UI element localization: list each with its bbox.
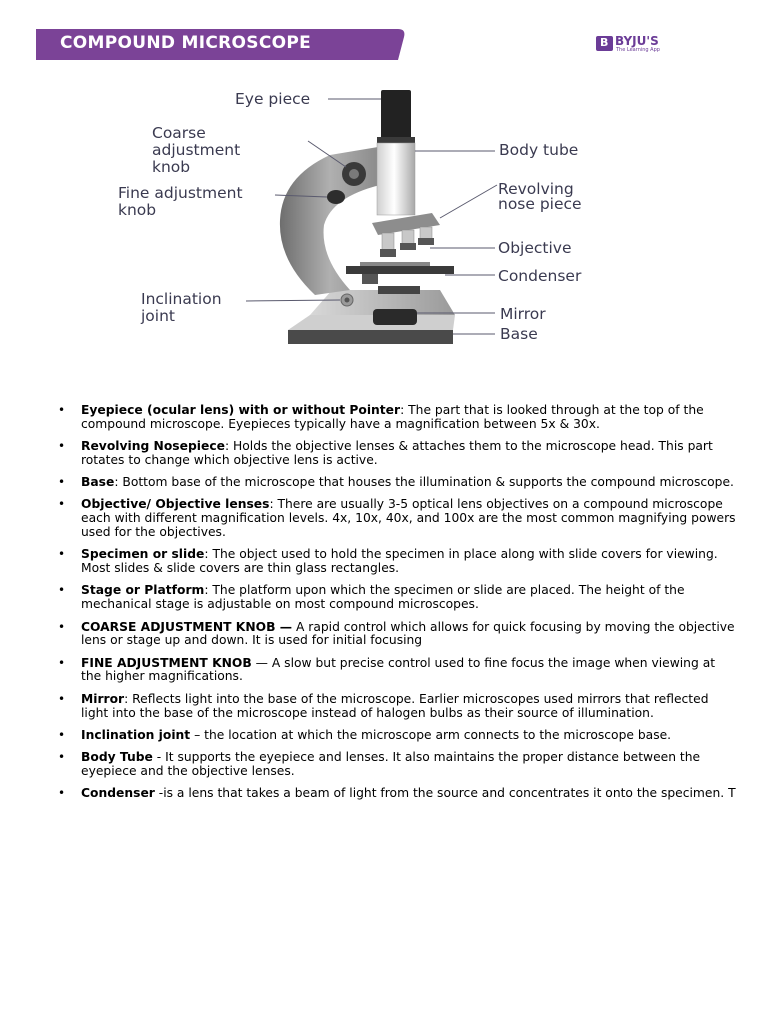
logo-mark-icon: B	[596, 36, 613, 51]
list-item: • FINE ADJUSTMENT KNOB — A slow but precise control used to fine focus the image when viewing at the higher magnifications.	[58, 657, 738, 685]
logo-tagline: The Learning App	[616, 47, 660, 53]
list-item: • Specimen or slide: The object used to hold the specimen in place along with slide covers for viewing. Most slides & slide covers are thin glass rectangles.	[58, 548, 738, 576]
label-coarse-knob: Coarse adjustment knob	[152, 124, 241, 176]
label-base: Base	[500, 325, 538, 343]
list-item: • Inclination joint – the location at which the microscope arm connects to the microscope base.	[58, 729, 738, 743]
list-item: • Condenser -is a lens that takes a beam of light from the source and concentrates it onto the specimen. T	[58, 787, 738, 801]
microscope-diagram	[110, 85, 620, 355]
label-revolving-nose-piece: Revolving nose piece	[498, 180, 582, 213]
title-banner	[36, 29, 406, 60]
label-fine-knob: Fine adjustment knob	[118, 184, 243, 219]
body-tube	[377, 143, 415, 215]
label-objective: Objective	[498, 239, 572, 257]
logo-text: BYJU'S	[615, 34, 659, 48]
page-title: COMPOUND MICROSCOPE	[60, 33, 312, 53]
label-body-tube: Body tube	[499, 141, 579, 159]
base-bottom	[288, 330, 453, 344]
parts-description	[58, 404, 738, 810]
label-condenser: Condenser	[498, 267, 582, 285]
eyepiece	[381, 90, 411, 140]
list-item: • Eyepiece (ocular lens) with or without Pointer: The part that is looked through at the top of the compound microscope. Eyepieces typically have a magnification between 5x & 30x.	[58, 404, 738, 432]
byjus-logo	[596, 33, 686, 55]
stage	[346, 266, 454, 274]
parts-list	[58, 404, 738, 801]
list-item: • Body Tube - It supports the eyepiece and lenses. It also maintains the proper distance between the eyepiece and the objective lenses.	[58, 751, 738, 779]
mirror	[373, 309, 417, 325]
list-item: • Revolving Nosepiece: Holds the objective lenses & attaches them to the microscope head. This part rotates to change which objective lens is active.	[58, 440, 738, 468]
list-item: • Mirror: Reflects light into the base of the microscope. Earlier microscopes used mirrors that reflected light into the base of the microscope instead of halogen bulbs as their source of illumination.	[58, 693, 738, 721]
list-item: • COARSE ADJUSTMENT KNOB — A rapid control which allows for quick focusing by moving the objective lens or stage up and down. It is used for initial focusing	[58, 621, 738, 649]
label-inclination-joint: Inclination joint	[141, 290, 222, 325]
condenser	[378, 286, 420, 294]
fine-knob	[327, 190, 345, 204]
list-item: • Objective/ Objective lenses: There are usually 3-5 optical lens objectives on a compound microscope each with different magnification levels. 4x, 10x, 40x, and 100x are the most common magnifying powers used for the objectives.	[58, 498, 738, 539]
list-item: • Base: Bottom base of the microscope that houses the illumination & supports the compound microscope.	[58, 476, 738, 490]
label-eye-piece: Eye piece	[235, 90, 311, 108]
list-item: • Stage or Platform: The platform upon which the specimen or slide are placed. The height of the mechanical stage is adjustable on most compound microscopes.	[58, 584, 738, 612]
label-mirror: Mirror	[500, 305, 546, 323]
